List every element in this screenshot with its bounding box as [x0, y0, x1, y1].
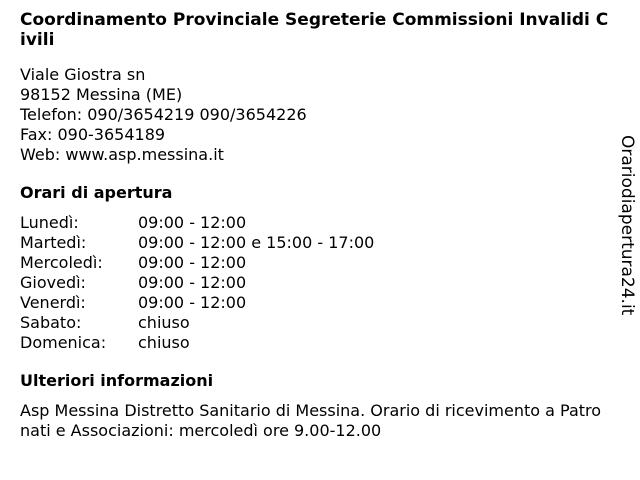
hours-time: 09:00 - 12:00: [138, 273, 247, 292]
hours-time: 09:00 - 12:00: [138, 213, 247, 232]
hours-day: Lunedì:: [20, 213, 79, 232]
hours-time: 09:00 - 12:00: [138, 253, 247, 272]
hours-row-monday: [20, 213, 610, 233]
page-title: Coordinamento Provinciale Segreterie Commissioni Invalidi Civili: [20, 10, 609, 50]
hours-day: Venerdì:: [20, 293, 86, 312]
hours-time: 09:00 - 12:00: [138, 293, 247, 312]
hours-day: Martedì:: [20, 233, 87, 252]
hours-heading: Orari di apertura: [20, 183, 173, 202]
hours-row-saturday: [20, 313, 610, 333]
hours-time: chiuso: [138, 333, 190, 352]
hours-row-wednesday: [20, 253, 610, 273]
hours-time: 09:00 - 12:00 e 15:00 - 17:00: [138, 233, 375, 252]
hours-table: [20, 213, 610, 353]
site-watermark: Orariodiapertura24.it: [617, 135, 637, 316]
hours-day: Giovedì:: [20, 273, 86, 292]
listing-card: [20, 10, 610, 441]
info-heading: Ulteriori informazioni: [20, 371, 214, 390]
hours-day: Mercoledì:: [20, 253, 103, 272]
hours-day: Sabato:: [20, 313, 82, 332]
web-line: Web: www.asp.messina.it: [20, 145, 224, 164]
address-city: 98152 Messina (ME): [20, 85, 183, 104]
info-text: Asp Messina Distretto Sanitario di Messina. Orario di ricevimento a Patronati e Associazioni: mercoledì ore 9.00-12.00: [20, 401, 602, 440]
contact-block: [20, 65, 610, 165]
hours-row-sunday: [20, 333, 610, 353]
hours-time: chiuso: [138, 313, 190, 332]
fax-line: Fax: 090-3654189: [20, 125, 166, 144]
hours-day: Domenica:: [20, 333, 107, 352]
hours-row-tuesday: [20, 233, 610, 253]
hours-row-thursday: [20, 273, 610, 293]
address-street: Viale Giostra sn: [20, 65, 146, 84]
phone-line: Telefon: 090/3654219 090/3654226: [20, 105, 307, 124]
hours-row-friday: [20, 293, 610, 313]
